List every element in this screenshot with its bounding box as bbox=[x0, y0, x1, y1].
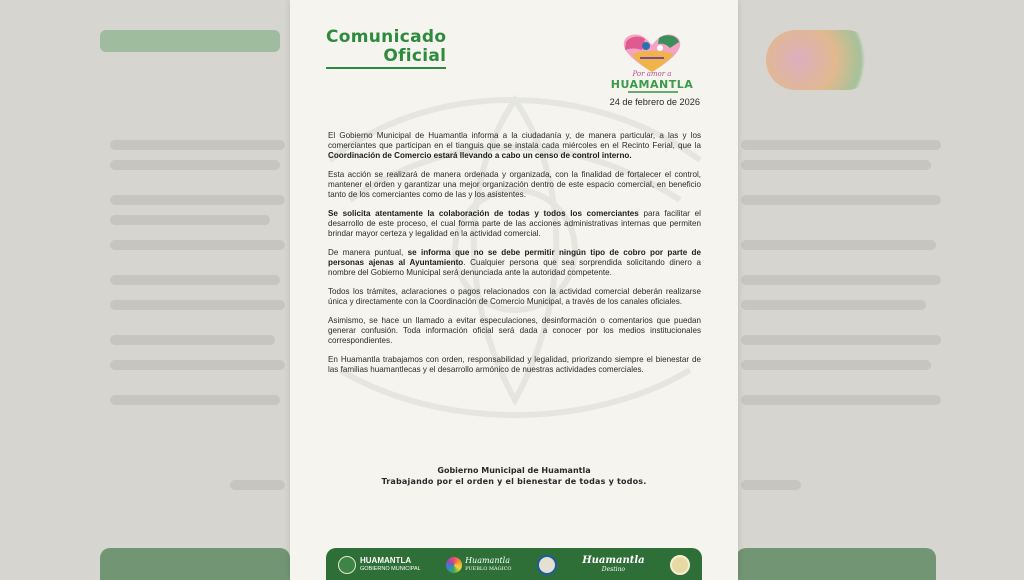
communique-page bbox=[290, 0, 738, 580]
signature-motto: Trabajando por el orden y el bienestar de todas y todos. bbox=[381, 477, 647, 486]
footer-gov-logo bbox=[338, 556, 421, 574]
paragraph-3 bbox=[328, 209, 701, 238]
paragraph-1-bold: Coordinación de Comercio estará llevando a cabo un censo de control interno. bbox=[328, 150, 632, 160]
document-title bbox=[326, 28, 446, 66]
signature-block bbox=[290, 465, 738, 487]
title-underline bbox=[326, 67, 446, 69]
footer-pm-sub: PUEBLO MÁGICO bbox=[465, 566, 512, 572]
blurred-background-left bbox=[0, 0, 290, 580]
paragraph-7: En Huamantla trabajamos con orden, responsabilidad y legalidad, priorizando siempre el bienestar de las familias huamantlecas y el desarrollo armónico de nuestras actividades comerciales. bbox=[328, 355, 701, 374]
paragraph-4-text-a: De manera puntual, bbox=[328, 247, 408, 257]
paragraph-4-text-b: . Cualquier persona que sea sorprendida solicitando dinero a nombre del Gobierno Municipal será denunciada ante la autoridad competente. bbox=[328, 257, 701, 277]
round-emblem-icon bbox=[670, 555, 690, 575]
logo-name: HUAMANTLA bbox=[610, 78, 694, 91]
paragraph-5: Todos los trámites, aclaraciones o pagos relacionados con la actividad comercial deberán realizarse única y directamente con la Coordinación de Comercio Municipal, a través de los canales oficiales. bbox=[328, 286, 701, 306]
footer-destino-sub: Destino bbox=[601, 566, 626, 573]
footer-gov-sub: GOBIERNO MUNICIPAL bbox=[360, 566, 421, 572]
logo-underline bbox=[628, 91, 678, 93]
paragraph-4-bold: se informa que no se debe permitir ningún tipo de cobro por parte de personas ajenas al Ayuntamiento bbox=[328, 247, 701, 267]
logo-tagline: Por amor a bbox=[632, 70, 672, 78]
title-line-2: Oficial bbox=[383, 46, 447, 66]
municipal-seal-icon bbox=[338, 556, 356, 574]
paragraph-4 bbox=[328, 248, 701, 277]
paragraph-3-text: para facilitar el desarrollo de este proceso, el cual forma parte de las acciones administrativas internas que permiten brindar mayor certeza y legalidad en la actividad comercial. bbox=[328, 208, 701, 238]
title-line-1: Comunicado bbox=[326, 27, 447, 47]
footer-emblem-logo bbox=[670, 555, 690, 575]
footer-logo-bar bbox=[326, 548, 702, 580]
document-date: 24 de febrero de 2026 bbox=[609, 97, 700, 107]
footer-pm-name: Huamantla bbox=[465, 556, 511, 565]
round-shield-icon bbox=[537, 555, 557, 575]
paragraph-6: Asimismo, se hace un llamado a evitar especulaciones, desinformación o comentarios que puedan generar confusión. Toda información oficial será dada a conocer por los medios institucionales correspondientes. bbox=[328, 316, 701, 345]
pueblo-magico-swirl-icon bbox=[446, 557, 462, 573]
footer-pueblo-magico-logo bbox=[446, 557, 511, 573]
communique-body bbox=[328, 131, 701, 384]
footer-shield-logo bbox=[537, 555, 557, 575]
paragraph-1-text: El Gobierno Municipal de Huamantla informa a la ciudadanía y, de manera particular, a las y los comerciantes que participan en el tianguis que se instala cada miércoles en el Recinto Ferial, que la bbox=[328, 131, 701, 150]
paragraph-3-bold: Se solicita atentamente la colaboración de todas y todos los comerciantes bbox=[328, 208, 639, 218]
footer-gov-name: HUAMANTLA bbox=[360, 556, 412, 565]
footer-destino-name: Huamantla bbox=[582, 555, 645, 566]
signature-org: Gobierno Municipal de Huamantla bbox=[437, 466, 591, 475]
paragraph-2: Esta acción se realizará de manera ordenada y organizada, con la finalidad de fortalecer el control, mantener el orden y garantizar una mejor organización dentro de este espacio comercial, en beneficio tanto de los comerciantes como de las y los asistentes. bbox=[328, 169, 701, 199]
blurred-background-right bbox=[736, 0, 1024, 580]
footer-destino-logo bbox=[582, 556, 644, 574]
paragraph-1 bbox=[328, 131, 701, 160]
